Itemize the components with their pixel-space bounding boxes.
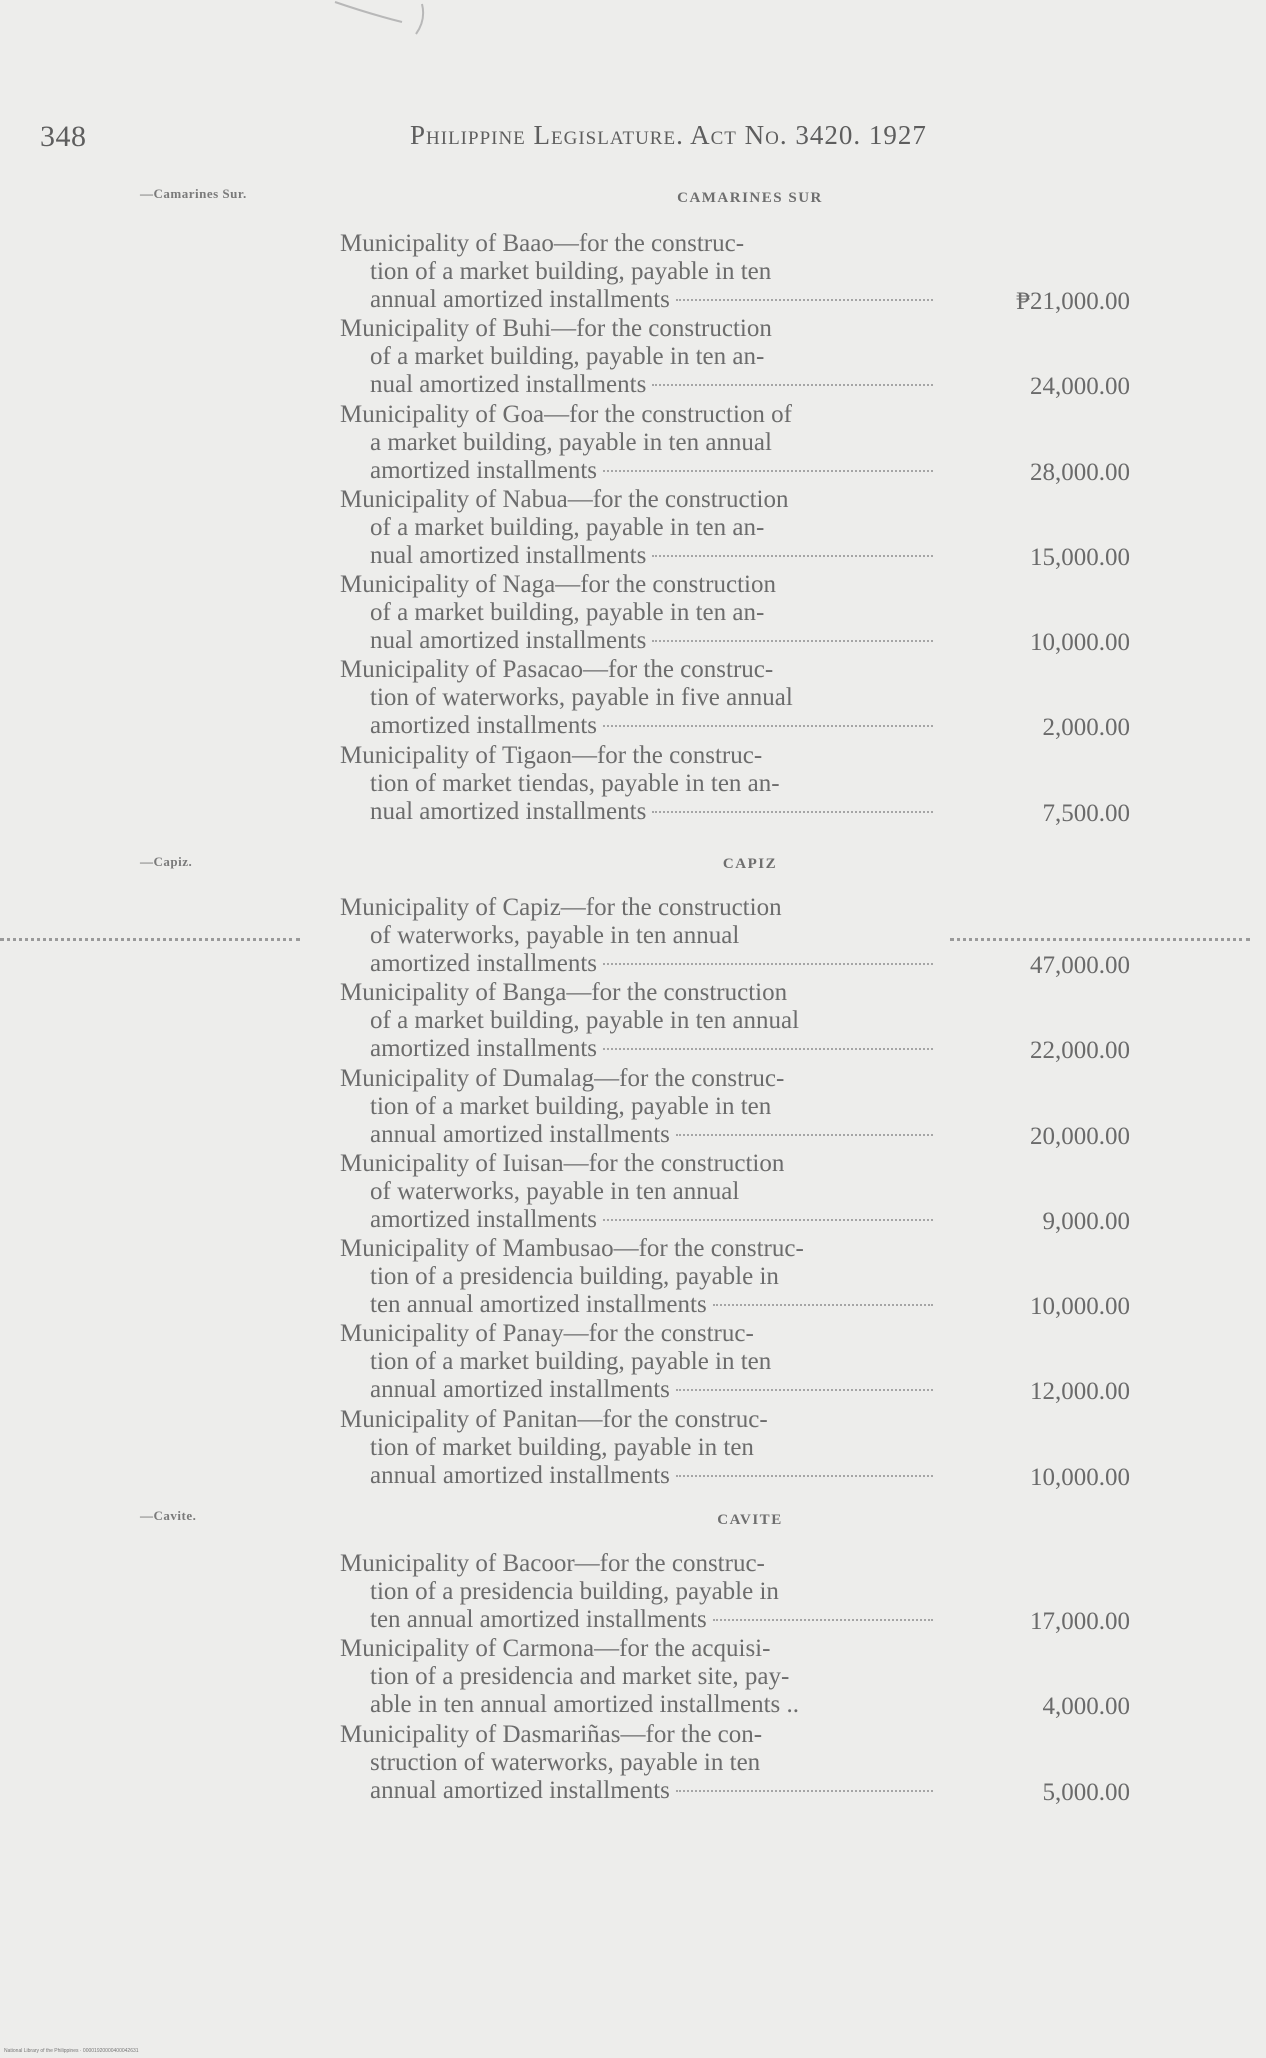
entry-line: amortized installments xyxy=(370,1035,598,1063)
side-note: —Capiz. xyxy=(140,854,193,869)
appropriation-entry xyxy=(340,486,1140,571)
amount: 17,000.00 xyxy=(1030,1608,1130,1635)
appropriation-entry xyxy=(340,1721,1140,1806)
dot-leader xyxy=(652,384,933,386)
dot-leader xyxy=(676,1790,933,1792)
appropriation-entry xyxy=(340,1065,1140,1150)
appropriation-entry xyxy=(340,656,1140,741)
entry-line: annual amortized installments xyxy=(370,1461,670,1489)
appropriation-entry xyxy=(340,1320,1140,1405)
entry-line: of a market building, payable in ten an- xyxy=(370,599,765,627)
section-heading: CAVITE xyxy=(717,1512,783,1528)
entry-line: Municipality of Naga—for the construction xyxy=(340,571,776,599)
amount: 47,000.00 xyxy=(1030,952,1130,979)
entry-line: Municipality of Banga—for the construction xyxy=(340,979,788,1007)
appropriation-entry xyxy=(340,979,1140,1064)
amount: 10,000.00 xyxy=(1030,1463,1130,1491)
appropriation-entry xyxy=(340,894,1140,979)
entry-line: Municipality of Baao—for the construc- xyxy=(340,230,745,257)
entry-line: tion of market tiendas, payable in ten an- xyxy=(370,769,780,797)
entry-line: amortized installments xyxy=(370,456,598,484)
entry-line: struction of waterworks, payable in ten xyxy=(370,1748,761,1776)
dot-leader xyxy=(603,1219,933,1221)
entry-line: tion of a market building, payable in ten xyxy=(370,1092,772,1120)
amount: 7,500.00 xyxy=(1042,799,1130,827)
appropriation-entry xyxy=(340,1550,1140,1635)
amount: ₱21,000.00 xyxy=(1016,288,1130,315)
amount: 24,000.00 xyxy=(1030,373,1130,401)
entry-line: annual amortized installments xyxy=(370,1120,670,1148)
appropriation-entry xyxy=(340,1635,1140,1720)
section-heading: CAPIZ xyxy=(722,856,778,872)
appropriation-entry xyxy=(340,401,1140,486)
entry-line: tion of a presidencia and market site, pay- xyxy=(370,1663,790,1691)
dot-leader xyxy=(676,1134,933,1136)
amount: 20,000.00 xyxy=(1030,1122,1130,1150)
entry-line: annual amortized installments xyxy=(370,1776,670,1804)
appropriation-entry xyxy=(340,1406,1140,1491)
entry-line: Municipality of Panitan—for the construc- xyxy=(340,1405,768,1433)
dot-leader xyxy=(652,555,933,557)
dot-leader xyxy=(713,1619,933,1621)
entry-line: of waterworks, payable in ten annual xyxy=(370,922,740,949)
dot-leader xyxy=(713,1304,933,1306)
page-number: 348 xyxy=(40,120,87,153)
dot-leader xyxy=(652,640,933,642)
amount: 28,000.00 xyxy=(1030,458,1130,486)
side-note: —Cavite. xyxy=(140,1508,197,1523)
amount: 5,000.00 xyxy=(1042,1778,1130,1806)
amount: 4,000.00 xyxy=(1042,1693,1130,1721)
appropriation-entry xyxy=(340,230,1140,315)
entry-line: Municipality of Dumalag—for the construc- xyxy=(340,1064,785,1092)
amount: 12,000.00 xyxy=(1030,1378,1130,1406)
scan-artifact-dotted-line xyxy=(950,938,1250,944)
entry-line: amortized installments xyxy=(370,950,598,977)
dot-leader xyxy=(676,1389,933,1391)
entry-line: of a market building, payable in ten an- xyxy=(370,343,765,371)
scan-footer: National Library of the Philippines · 00001920000400042631 xyxy=(4,2048,139,2054)
amount: 22,000.00 xyxy=(1030,1037,1130,1065)
entry-line: Municipality of Goa—for the construction of xyxy=(340,400,792,428)
appropriation-entry xyxy=(340,315,1140,400)
entry-line: Municipality of Capiz—for the construction xyxy=(340,894,782,921)
entry-line: Municipality of Iuisan—for the construction xyxy=(340,1149,785,1177)
side-note: —Camarines Sur. xyxy=(140,186,247,201)
entry-list xyxy=(340,894,1140,1491)
appropriation-entry xyxy=(340,742,1140,827)
entry-line: Municipality of Mambusao—for the construc- xyxy=(340,1235,804,1263)
dot-leader xyxy=(603,725,933,727)
amount: 15,000.00 xyxy=(1030,543,1130,571)
appropriation-entry xyxy=(340,1235,1140,1320)
entry-line: Municipality of Carmona—for the acquisi- xyxy=(340,1635,771,1663)
entry-line: Municipality of Pasacao—for the construc- xyxy=(340,656,774,684)
amount: 9,000.00 xyxy=(1042,1207,1130,1235)
entry-list xyxy=(340,1550,1140,1806)
entry-line: amortized installments xyxy=(370,712,598,740)
section-heading: CAMARINES SUR xyxy=(677,190,823,206)
amount: 2,000.00 xyxy=(1042,714,1130,742)
entry-line: ten annual amortized installments xyxy=(370,1606,707,1633)
entry-line: nual amortized installments xyxy=(370,627,647,655)
entry-line: Municipality of Buhi—for the construction xyxy=(340,315,772,343)
entry-line: tion of a market building, payable in ten xyxy=(370,1348,772,1376)
entry-line: Municipality of Panay—for the construc- xyxy=(340,1320,754,1348)
entry-line: annual amortized installments xyxy=(370,286,670,313)
entry-line: tion of a market building, payable in ten xyxy=(370,258,772,285)
entry-line: tion of waterworks, payable in five annual xyxy=(370,684,793,712)
running-head: Philippine Legislature. Act No. 3420. 1927 xyxy=(410,120,927,150)
appropriation-entry xyxy=(340,571,1140,656)
entry-line: of a market building, payable in ten an- xyxy=(370,513,765,541)
dot-leader xyxy=(676,299,933,301)
entry-list xyxy=(340,230,1140,827)
entry-line: Municipality of Dasmariñas—for the con- xyxy=(340,1720,763,1748)
entry-line: tion of a presidencia building, payable in xyxy=(370,1578,779,1605)
amount: 10,000.00 xyxy=(1030,1293,1130,1321)
entry-line: nual amortized installments xyxy=(370,541,647,569)
entry-line: nual amortized installments xyxy=(370,797,647,825)
appropriation-entry xyxy=(340,1150,1140,1235)
entry-line: a market building, payable in ten annual xyxy=(370,428,772,456)
dot-leader xyxy=(652,811,933,813)
scan-artifact-dotted-line xyxy=(0,938,300,944)
entry-line: annual amortized installments xyxy=(370,1376,670,1404)
entry-line: tion of market building, payable in ten xyxy=(370,1433,754,1461)
entry-line: tion of a presidencia building, payable in xyxy=(370,1263,779,1291)
entry-line: Municipality of Bacoor—for the construc- xyxy=(340,1550,765,1577)
dot-leader xyxy=(603,470,933,472)
entry-line: Municipality of Tigaon—for the construc- xyxy=(340,741,763,769)
entry-line: of a market building, payable in ten annual xyxy=(370,1007,800,1035)
dot-leader xyxy=(676,1475,933,1477)
entry-line: able in ten annual amortized installments .. xyxy=(370,1691,800,1719)
entry-line: amortized installments xyxy=(370,1205,598,1233)
entry-line: of waterworks, payable in ten annual xyxy=(370,1177,740,1205)
paper-scratch-mark xyxy=(330,0,450,40)
entry-line: Municipality of Nabua—for the construction xyxy=(340,485,789,513)
amount: 10,000.00 xyxy=(1030,629,1130,657)
dot-leader xyxy=(603,1048,933,1050)
entry-line: ten annual amortized installments xyxy=(370,1291,707,1319)
entry-line: nual amortized installments xyxy=(370,371,647,399)
dot-leader xyxy=(603,963,933,965)
